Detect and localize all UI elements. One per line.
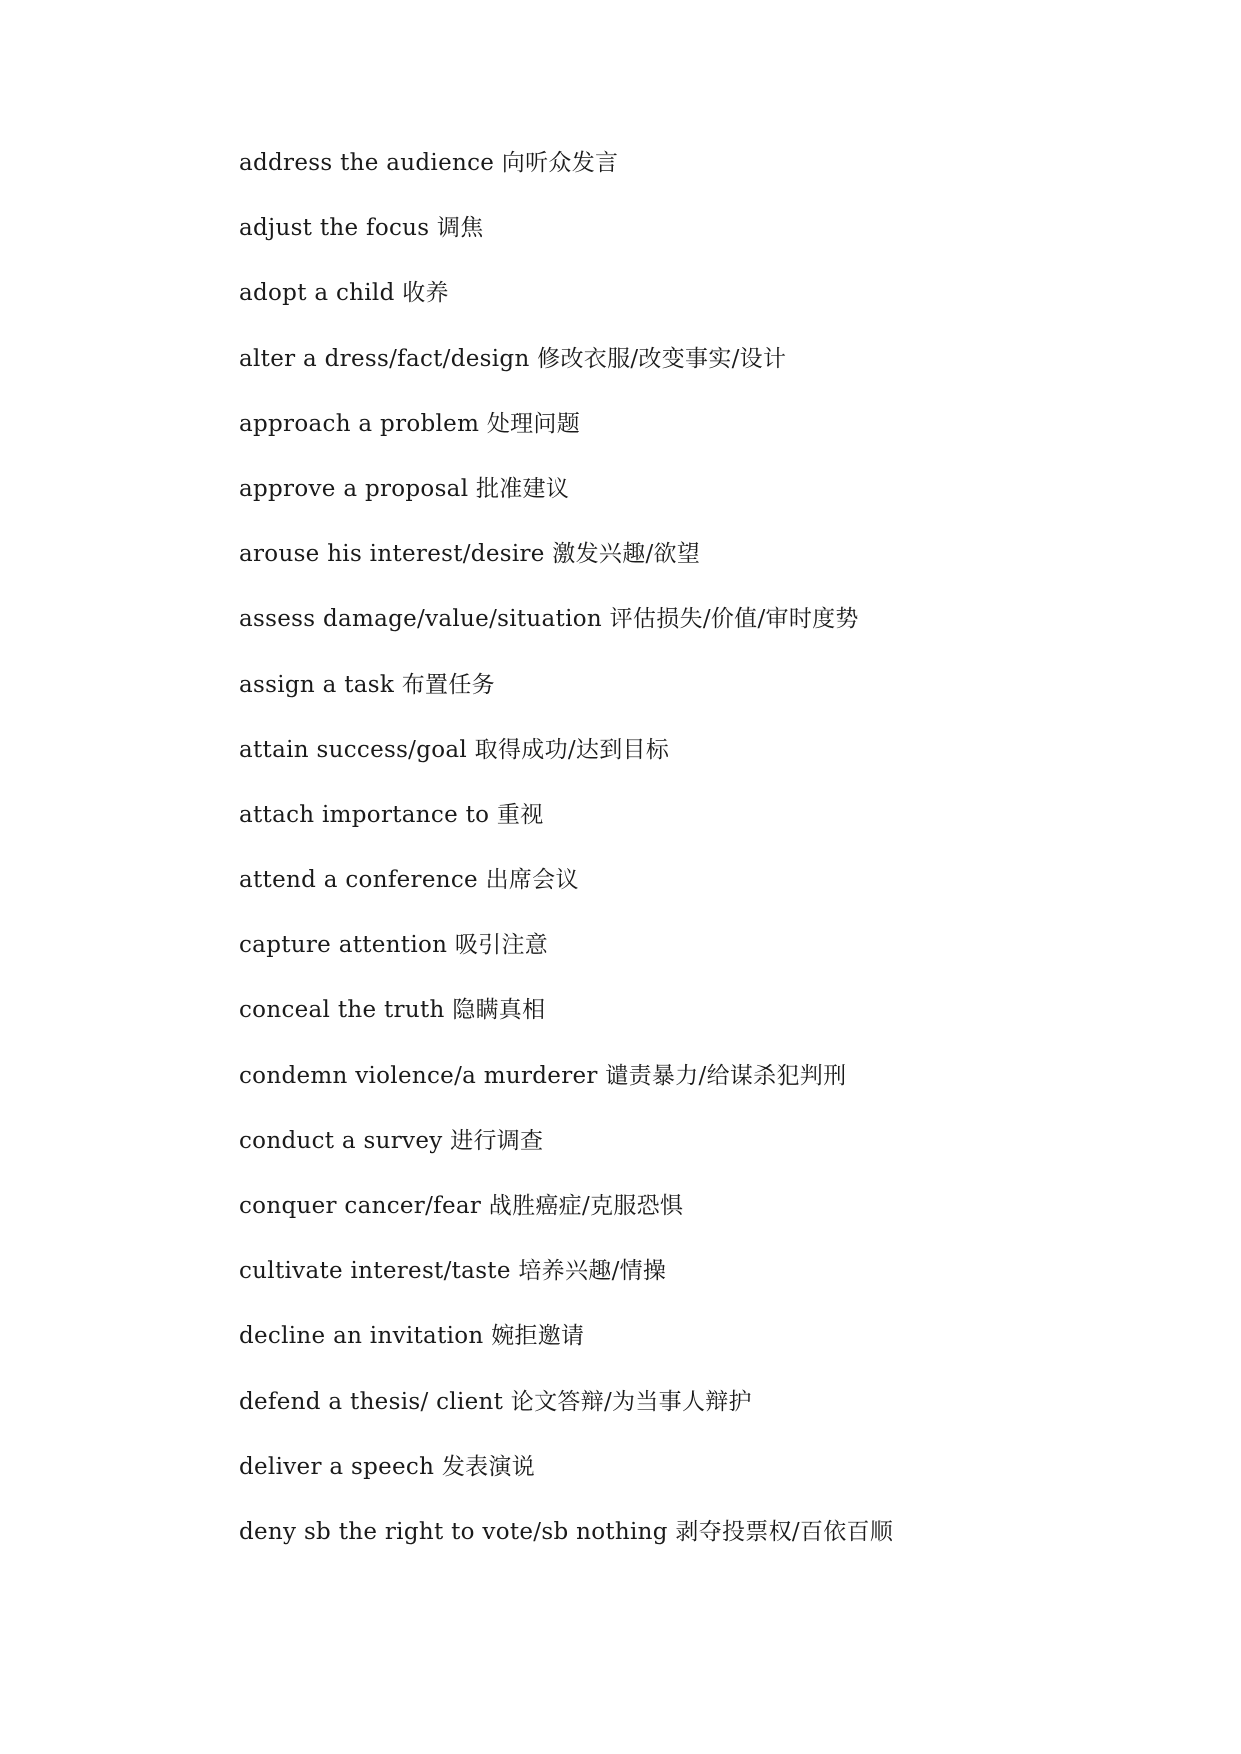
phrase-entry: adopt a child 收养: [239, 280, 449, 307]
phrase-entry: conduct a survey 进行调查: [239, 1127, 544, 1154]
phrase-entry: approve a proposal 批准建议: [239, 475, 570, 502]
phrase-entry: attend a conference 出席会议: [239, 867, 579, 894]
phrase-entry: decline an invitation 婉拒邀请: [239, 1323, 585, 1350]
phrase-entry: address the audience 向听众发言: [239, 150, 619, 176]
phrase-list: [239, 148, 893, 1582]
phrase-entry: arouse his interest/desire 激发兴趣/欲望: [239, 541, 701, 568]
phrase-entry: assign a task 布置任务: [239, 671, 495, 698]
phrase-entry: conquer cancer/fear 战胜癌症/克服恐惧: [239, 1193, 684, 1219]
phrase-entry: attach importance to 重视: [239, 801, 544, 828]
phrase-entry: adjust the focus 调焦: [239, 215, 484, 242]
phrase-entry: defend a thesis/ client 论文答辩/为当事人辩护: [239, 1388, 752, 1415]
phrase-entry: capture attention 吸引注意: [239, 932, 549, 959]
phrase-entry: deny sb the right to vote/sb nothing 剥夺投票权/百依百顺: [239, 1518, 894, 1545]
phrase-entry: cultivate interest/taste 培养兴趣/情操: [239, 1258, 667, 1285]
phrase-entry: assess damage/value/situation 评估损失/价值/审时度势: [239, 606, 859, 633]
phrase-entry: condemn violence/a murderer 谴责暴力/给谋杀犯判刑: [239, 1062, 847, 1089]
phrase-entry: deliver a speech 发表演说: [239, 1453, 536, 1480]
phrase-entry: conceal the truth 隐瞒真相: [239, 997, 546, 1024]
phrase-entry: attain success/goal 取得成功/达到目标: [239, 736, 670, 763]
phrase-entry: approach a problem 处理问题: [239, 410, 581, 437]
phrase-entry: alter a dress/fact/design 修改衣服/改变事实/设计: [239, 345, 787, 372]
